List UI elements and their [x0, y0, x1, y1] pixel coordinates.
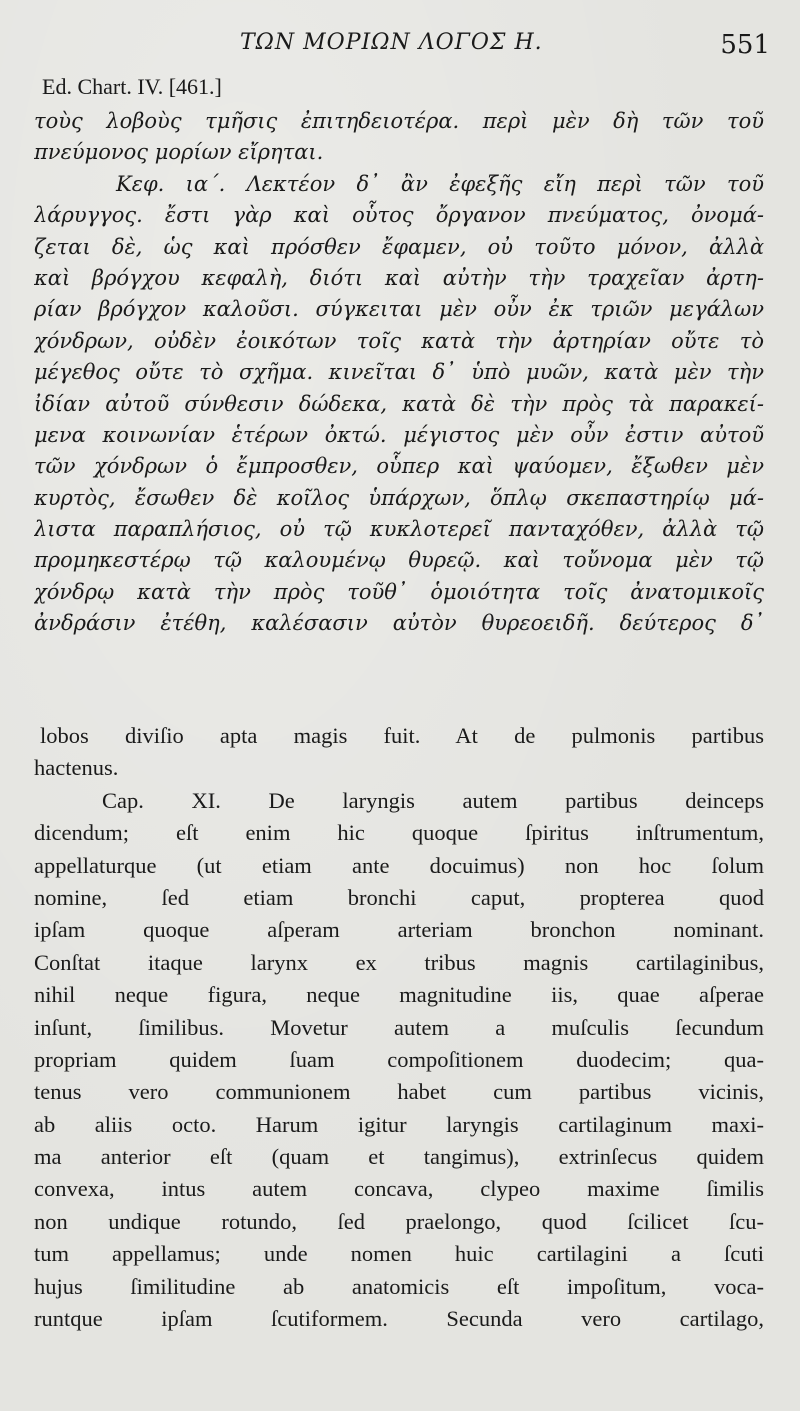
latin-line: ab aliis octo. Harum igitur laryngis cartilaginum maxi-	[34, 1111, 764, 1137]
latin-line: Conſtat itaque larynx ex tribus magnis cartilaginibus,	[34, 949, 764, 975]
greek-line: λιστα παραπλήσιος, οὐ τῷ κυκλοτερεῖ πανταχόθεν, ἀλλὰ τῷ	[34, 517, 764, 542]
latin-line: nihil neque figura, neque magnitudine iis, quae aſperae	[34, 982, 764, 1008]
greek-line: πνεύμονος μορίων εἴρηται.	[34, 140, 324, 165]
greek-line: λάρυγγος. ἔστι γὰρ καὶ οὗτος ὄργανον πνεύματος, ὀνομά-	[34, 203, 764, 228]
latin-line: propriam quidem ſuam compoſitionem duodecim; qua-	[34, 1046, 764, 1072]
latin-line: convexa, intus autem concava, clypeo maxime ſimilis	[34, 1176, 764, 1202]
latin-line: tenus vero communionem habet cum partibus vicinis,	[34, 1079, 764, 1105]
page-header	[0, 30, 800, 64]
latin-line: ipſam quoque aſperam arteriam bronchon nominant.	[34, 917, 764, 943]
latin-line: runtque ipſam ſcutiformem. Secunda vero cartilago,	[34, 1306, 764, 1332]
greek-line: ἰδίαν αὐτοῦ σύνθεσιν δώδεκα, κατὰ δὲ τὴν πρὸς τὰ παρακεί-	[34, 391, 764, 416]
greek-line: μενα κοινωνίαν ἑτέρων ὀκτώ. μέγιστος μὲν οὖν ἐστιν αὐτοῦ	[34, 422, 764, 447]
greek-line: τῶν χόνδρων ὁ ἔμπροσθεν, οὗπερ καὶ ψαύομεν, ἔξωθεν μὲν	[34, 454, 764, 479]
latin-line: hactenus.	[34, 755, 119, 781]
greek-line: χόνδρῳ κατὰ τὴν πρὸς τοῦθ᾽ ὁμοιότητα τοῖς ἀνατομικοῖς	[34, 579, 764, 604]
greek-line: ρίαν βρόγχον καλοῦσι. σύγκειται μὲν οὖν ἐκ τριῶν μεγάλων	[34, 297, 764, 322]
latin-line: inſunt, ſimilibus. Movetur autem a muſculis ſecundum	[34, 1014, 764, 1040]
greek-text-block	[34, 106, 764, 640]
greek-line: μέγεθος οὔτε τὸ σχῆμα. κινεῖται δ᾽ ὑπὸ μυῶν, κατὰ μὲν τὴν	[34, 360, 764, 385]
greek-line: ἀνδράσιν ἐτέθη, καλέσασιν αὐτὸν θυρεοειδῆ. δεύτερος δ᾽	[34, 611, 764, 636]
latin-line: dicendum; eſt enim hic quoque ſpiritus inſtrumentum,	[34, 820, 764, 846]
latin-line: appellaturque (ut etiam ante docuimus) non hoc ſolum	[34, 852, 764, 878]
greek-line: χόνδρων, οὐδὲν ἐοικότων τοῖς κατὰ τὴν ἀρτηρίαν οὔτε τὸ	[34, 328, 764, 353]
greek-line: καὶ βρόγχου κεφαλὴ, διότι καὶ αὐτὴν τὴν τραχεῖαν ἀρτη-	[34, 265, 764, 290]
greek-line: Κεφ. ια΄. Λεκτέον δ᾽ ἂν ἐφεξῆς εἴη περὶ τῶν τοῦ	[116, 171, 764, 196]
greek-line: ζεται δὲ, ὡς καὶ πρόσθεν ἔφαμεν, οὐ τοῦτο μόνον, ἀλλὰ	[34, 234, 764, 259]
page-number: 551	[720, 30, 770, 60]
greek-line: τοὺς λοβοὺς τμῆσις ἐπιτηδειοτέρα. περὶ μὲν δὴ τῶν τοῦ	[34, 109, 764, 133]
latin-line: hujus ſimilitudine ab anatomicis eſt impoſitum, voca-	[34, 1273, 764, 1299]
running-title: ΤΩΝ ΜΟΡΙΩΝ ΛΟΓΟΣ Η.	[240, 30, 543, 55]
latin-line: nomine, ſed etiam bronchi caput, propterea quod	[34, 884, 764, 910]
greek-line: προμηκεστέρῳ τῷ καλουμένῳ θυρεῷ. καὶ τοὔνομα μὲν τῷ	[34, 548, 764, 573]
latin-line: tum appellamus; unde nomen huic cartilagini a ſcuti	[34, 1241, 764, 1267]
latin-line: non undique rotundo, ſed praelongo, quod ſcilicet ſcu-	[34, 1208, 764, 1234]
greek-line: κυρτὸς, ἔσωθεν δὲ κοῖλος ὑπάρχων, ὅπλῳ σκεπαστηρίῳ μά-	[34, 485, 764, 510]
latin-line: ma anterior eſt (quam et tangimus), extrinſecus quidem	[34, 1144, 764, 1170]
latin-line: Cap. XI. De laryngis autem partibus deinceps	[102, 787, 764, 813]
latin-text-block	[34, 720, 764, 1335]
latin-line: lobos diviſio apta magis fuit. At de pulmonis partibus	[40, 723, 764, 748]
edition-reference: Ed. Chart. IV. [461.]	[42, 74, 222, 99]
